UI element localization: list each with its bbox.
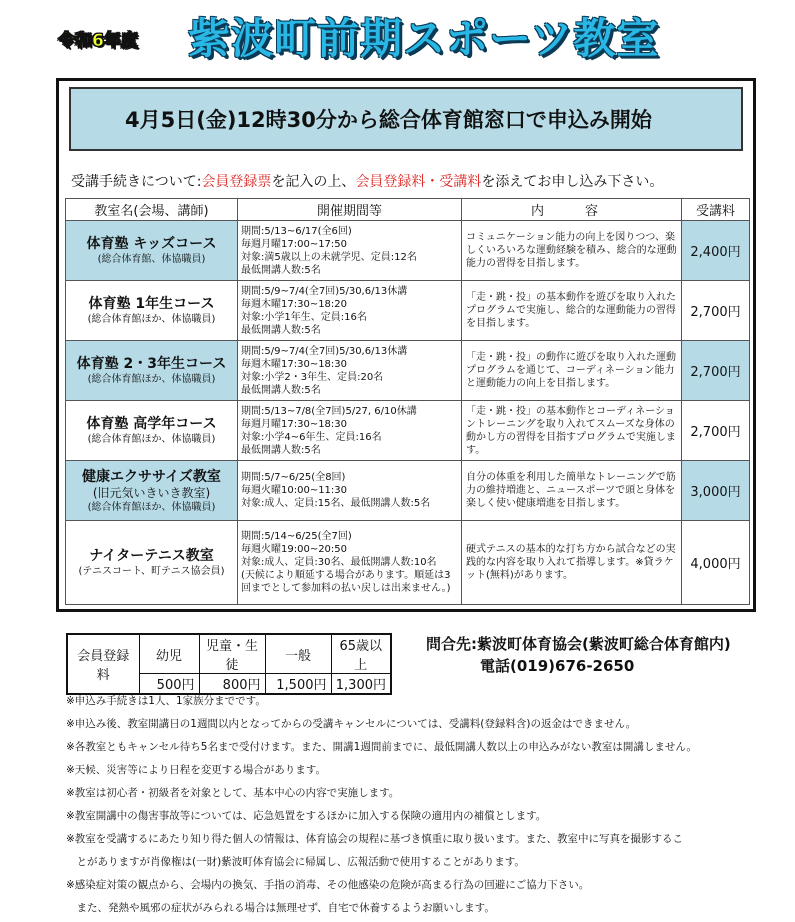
fee-value: 500円 — [139, 674, 199, 695]
schedule-line: 毎週木曜17:30~18:20 — [241, 298, 348, 310]
notes-list — [66, 690, 786, 920]
header-content-label: 内 容 — [530, 204, 612, 219]
table-row — [66, 281, 750, 341]
note-item: ※申込み手続きは1人、1家族分までです。 — [66, 695, 266, 707]
table-row — [66, 401, 750, 461]
note-item: ※申込み後、教室開講日の1週間以内となってからの受講キャンセルについては、受講料(登録料含)の返金はできません。 — [66, 718, 637, 730]
class-cell — [66, 521, 238, 605]
schedule-cell — [238, 281, 462, 341]
fee-cell: 2,700円 — [682, 401, 750, 461]
schedule-line: 対象:小学2・3年生、定員:20名 — [241, 371, 384, 383]
header-schedule: 開催期間等 — [238, 199, 462, 221]
schedule-cell — [238, 521, 462, 605]
table-header-row — [66, 199, 750, 221]
fee-category: 幼児 — [139, 634, 199, 674]
fee-category: 一般 — [265, 634, 331, 674]
fee-cell: 3,000円 — [682, 461, 750, 521]
fee-category-row — [67, 634, 391, 674]
contact-info — [426, 633, 731, 677]
class-name: 体育塾 高学年コース — [86, 416, 217, 432]
class-cell — [66, 221, 238, 281]
content-cell: 「走・跳・投」の動作に遊びを取り入れた運動プログラムを通じて、コーディネーション能力と運動能力の向上を目指します。 — [462, 341, 682, 401]
content-cell: 「走・跳・投」の基本動作を遊びを取り入れたプログラムで実施し、総合的な運動能力の習得を目指します。 — [462, 281, 682, 341]
fee-cell: 2,400円 — [682, 221, 750, 281]
membership-fee-label: 会員登録料 — [67, 634, 139, 694]
class-name: 体育塾 キッズコース — [86, 236, 217, 252]
instructions-highlight-fees: 会員登録料・受講料 — [355, 174, 482, 190]
schedule-line: 期間:5/9~7/4(全7回)5/30,6/13休講 — [241, 345, 408, 357]
schedule-line: 最低開講人数:5名 — [241, 324, 321, 336]
note-item: ※感染症対策の観点から、会場内の換気、手指の消毒、その他感染の危険が高まる行為の回避にご協力下さい。 — [66, 879, 590, 891]
class-venue: (総合体育館ほか、体協職員) — [87, 374, 216, 385]
fee-value: 800円 — [199, 674, 265, 695]
schedule-line: 毎週木曜17:30~18:30 — [241, 358, 348, 370]
schedule-line: 毎週火曜10:00~11:30 — [241, 485, 348, 496]
header-fee: 受講料 — [682, 199, 750, 221]
class-venue: (総合体育館、体協職員) — [97, 254, 206, 265]
schedule-cell — [238, 401, 462, 461]
fee-category: 児童・生徒 — [199, 634, 265, 674]
class-venue: (テニスコート、町テニス協会員) — [78, 566, 225, 577]
fee-value: 1,500円 — [265, 674, 331, 695]
page-title: 紫波町前期スポーツ教室 — [188, 14, 660, 63]
class-name: 体育塾 2・3年生コース — [76, 356, 227, 372]
table-row — [66, 341, 750, 401]
schedule-line: 期間:5/9~7/4(全7回)5/30,6/13休講 — [241, 285, 408, 297]
class-cell — [66, 281, 238, 341]
fee-cell: 2,700円 — [682, 341, 750, 401]
membership-fee-table — [66, 633, 392, 695]
class-cell — [66, 341, 238, 401]
content-cell: 自分の体重を利用した簡単なトレーニングで筋力の維持増進と、ニュースポーツで頭と身体を楽しく使い健康増進を目指します。 — [462, 461, 682, 521]
schedule-line: 対象:満5歳以上の未就学児、定員:12名 — [241, 251, 417, 263]
content-cell: コミュニケーション能力の向上を図りつつ、楽しくいろいろな運動経験を積み、総合的な運動能力の習得を目指します。 — [462, 221, 682, 281]
class-venue: (総合体育館ほか、体協職員) — [87, 314, 216, 325]
class-cell — [66, 401, 238, 461]
instructions-text-3: を添えてお申し込み下さい。 — [481, 174, 664, 190]
class-name: 体育塾 1年生コース — [88, 296, 215, 312]
schedule-cell — [238, 221, 462, 281]
class-subtitle: (旧元気いきいき教室) — [92, 485, 211, 500]
schedule-cell — [238, 341, 462, 401]
schedule-line: 対象:小学1年生、定員:16名 — [241, 311, 367, 323]
content-cell: 「走・跳・投」の基本動作とコーディネーショントレーニングを取り入れてスムーズな身体の動かし方の習得を目指すプログラムで実施します。 — [462, 401, 682, 461]
schedule-line: 対象:成人、定員:30名、最低開講人数:10名 — [241, 557, 437, 568]
schedule-line: 毎週月曜17:00~17:50 — [241, 238, 348, 250]
schedule-line: 対象:小学4~6年生、定員:16名 — [241, 431, 382, 443]
class-cell — [66, 461, 238, 521]
contact-phone: 電話(019)676-2650 — [480, 657, 635, 675]
class-name: ナイターテニス教室 — [89, 548, 214, 564]
schedule-line: 期間:5/14~6/25(全7回) — [241, 531, 352, 542]
class-venue: (総合体育館ほか、体協職員) — [87, 434, 216, 445]
note-item: ※各教室ともキャンセル待ち5名まで受付けます。また、開講1週間前までに、最低開講人数以上の申込みがない教室は開講しません。 — [66, 741, 697, 753]
instructions-text-1: 受講手続きについて: — [71, 174, 202, 190]
schedule-line: 最低開講人数:5名 — [241, 384, 321, 396]
application-instructions — [71, 171, 663, 191]
application-start-banner: 4月5日(金)12時30分から総合体育館窓口で申込み開始 — [69, 87, 743, 151]
note-item: ※教室は初心者・初級者を対象として、基本中心の内容で実施します。 — [66, 787, 400, 799]
page-header — [0, 0, 795, 78]
class-venue: (総合体育館ほか、体協職員) — [87, 501, 216, 513]
course-frame — [56, 78, 756, 612]
table-row — [66, 521, 750, 605]
schedule-line: 毎週火曜19:00~20:50 — [241, 544, 348, 555]
schedule-line: 期間:5/13~7/8(全7回)5/27, 6/10休講 — [241, 405, 417, 417]
instructions-highlight-form: 会員登録票 — [201, 174, 272, 190]
schedule-line: 最低開講人数:5名 — [241, 264, 321, 276]
note-item: ※教室開講中の傷害事故等については、応急処置をするほかに加入する保険の適用内の補償とします。 — [66, 810, 547, 822]
schedule-line: 毎週月曜17:30~18:30 — [241, 418, 348, 430]
header-content — [462, 199, 682, 221]
schedule-line: 期間:5/7~6/25(全8回) — [241, 472, 346, 483]
schedule-line: 最低開講人数:5名 — [241, 444, 321, 456]
header-class-name: 教室名(会場、講師) — [66, 199, 238, 221]
instructions-text-2: を記入の上、 — [271, 174, 356, 190]
note-item: また、発熱や風邪の症状がみられる場合は無理せず、自宅で休養するようお願いします。 — [66, 902, 495, 914]
fee-cell: 2,700円 — [682, 281, 750, 341]
table-row — [66, 461, 750, 521]
contact-organization: 問合先:紫波町体育協会(紫波町総合体育館内) — [426, 635, 731, 653]
note-item: ※天候、災害等により日程を変更する場合があります。 — [66, 764, 326, 776]
course-table — [65, 198, 750, 605]
fee-category: 65歳以上 — [331, 634, 391, 674]
note-item: ※教室を受講するにあたり知り得た個人の情報は、体育協会の規程に基づき慎重に取り扱います。また、教室中に写真を撮影するこ — [66, 833, 683, 845]
class-name: 健康エクササイズ教室 — [82, 468, 221, 485]
note-item: とがありますが肖像権は(一財)紫波町体育協会に帰属し、広報活動で使用することがあります。 — [66, 856, 525, 868]
fee-value: 1,300円 — [331, 674, 391, 695]
schedule-cell — [238, 461, 462, 521]
schedule-line: 期間:5/13~6/17(全6回) — [241, 225, 352, 237]
content-cell: 硬式テニスの基本的な打ち方から試合などの実践的な内容を取り入れて指導します。※貸ラケット(無料)があります。 — [462, 521, 682, 605]
schedule-line: 対象:成人、定員:15名、最低開講人数:5名 — [241, 498, 431, 509]
schedule-line: (天候により順延する場合があります。順延は3回までとして参加料の払い戻しは出来ません。) — [241, 570, 451, 594]
fiscal-year-label: 令和6年度 — [58, 31, 138, 51]
table-row — [66, 221, 750, 281]
fee-cell: 4,000円 — [682, 521, 750, 605]
